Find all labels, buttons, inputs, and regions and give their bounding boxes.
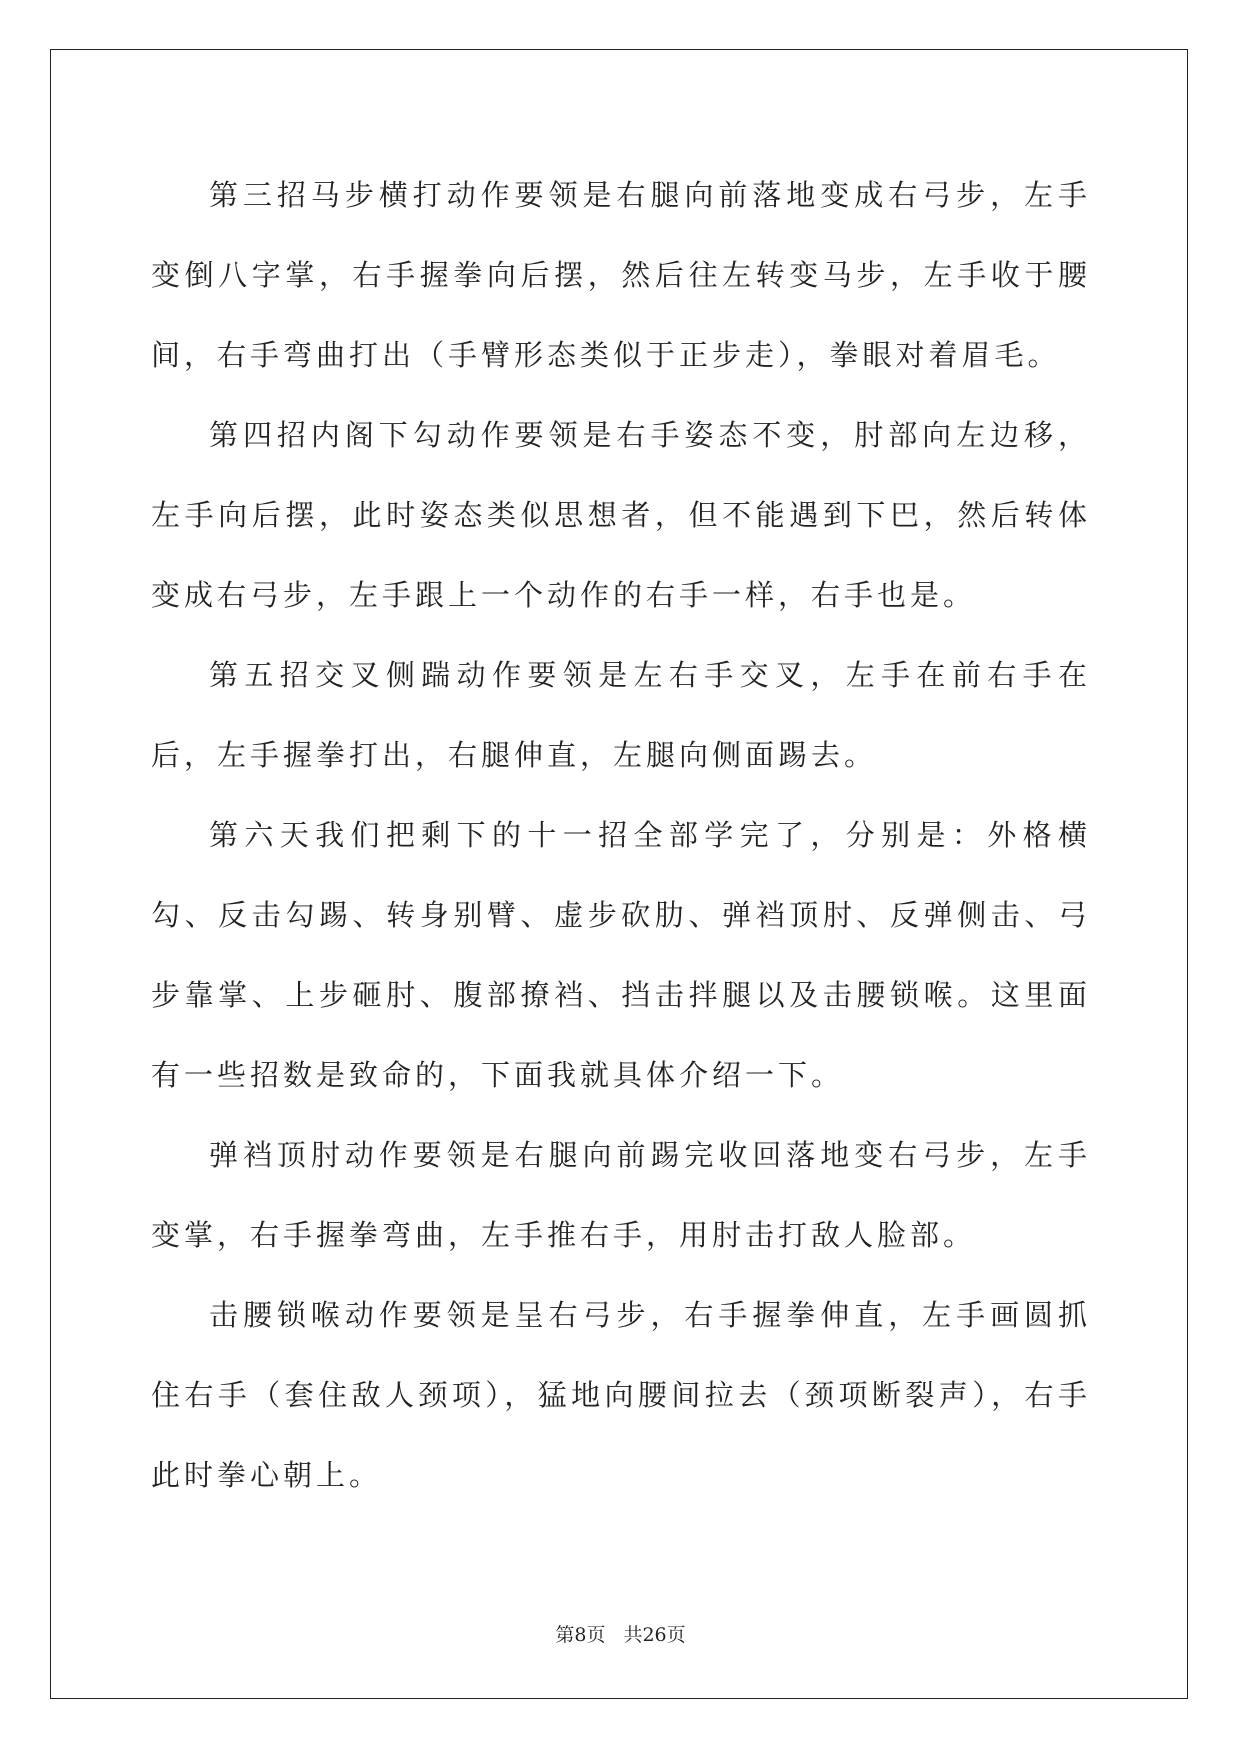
current-page-number: 第8页 (555, 1624, 606, 1646)
paragraph: 第五招交叉侧踹动作要领是左右手交叉，左手在前右手在后，左手握拳打出，右腿伸直，左腿向侧面踢去。 (151, 658, 1091, 772)
document-body (151, 155, 1091, 1515)
paragraph: 第六天我们把剩下的十一招全部学完了，分别是：外格横勾、反击勾踢、转身别臂、虚步砍肋、弹裆顶肘、反弹侧击、弓步靠掌、上步砸肘、腹部撩裆、挡击拌腿以及击腰锁喉。这里面有一些招数是致命的，下面我就具体介绍一下。 (151, 818, 1091, 1092)
total-pages: 共26页 (623, 1624, 686, 1646)
paragraph: 击腰锁喉动作要领是呈右弓步，右手握拳伸直，左手画圆抓住右手（套住敌人颈项），猛地向腰间拉去（颈项断裂声），右手此时拳心朝上。 (151, 1298, 1091, 1492)
paragraph: 第三招马步横打动作要领是右腿向前落地变成右弓步，左手变倒八字掌，右手握拳向后摆，然后往左转变马步，左手收于腰间，右手弯曲打出（手臂形态类似于正步走），拳眼对着眉毛。 (151, 178, 1091, 372)
paragraph: 第四招内阁下勾动作要领是右手姿态不变，肘部向左边移，左手向后摆，此时姿态类似思想者，但不能遇到下巴，然后转体变成右弓步，左手跟上一个动作的右手一样，右手也是。 (151, 418, 1091, 612)
paragraph: 弹裆顶肘动作要领是右腿向前踢完收回落地变右弓步，左手变掌，右手握拳弯曲，左手推右手，用肘击打敌人脸部。 (151, 1138, 1091, 1252)
page-footer (0, 1620, 1241, 1647)
